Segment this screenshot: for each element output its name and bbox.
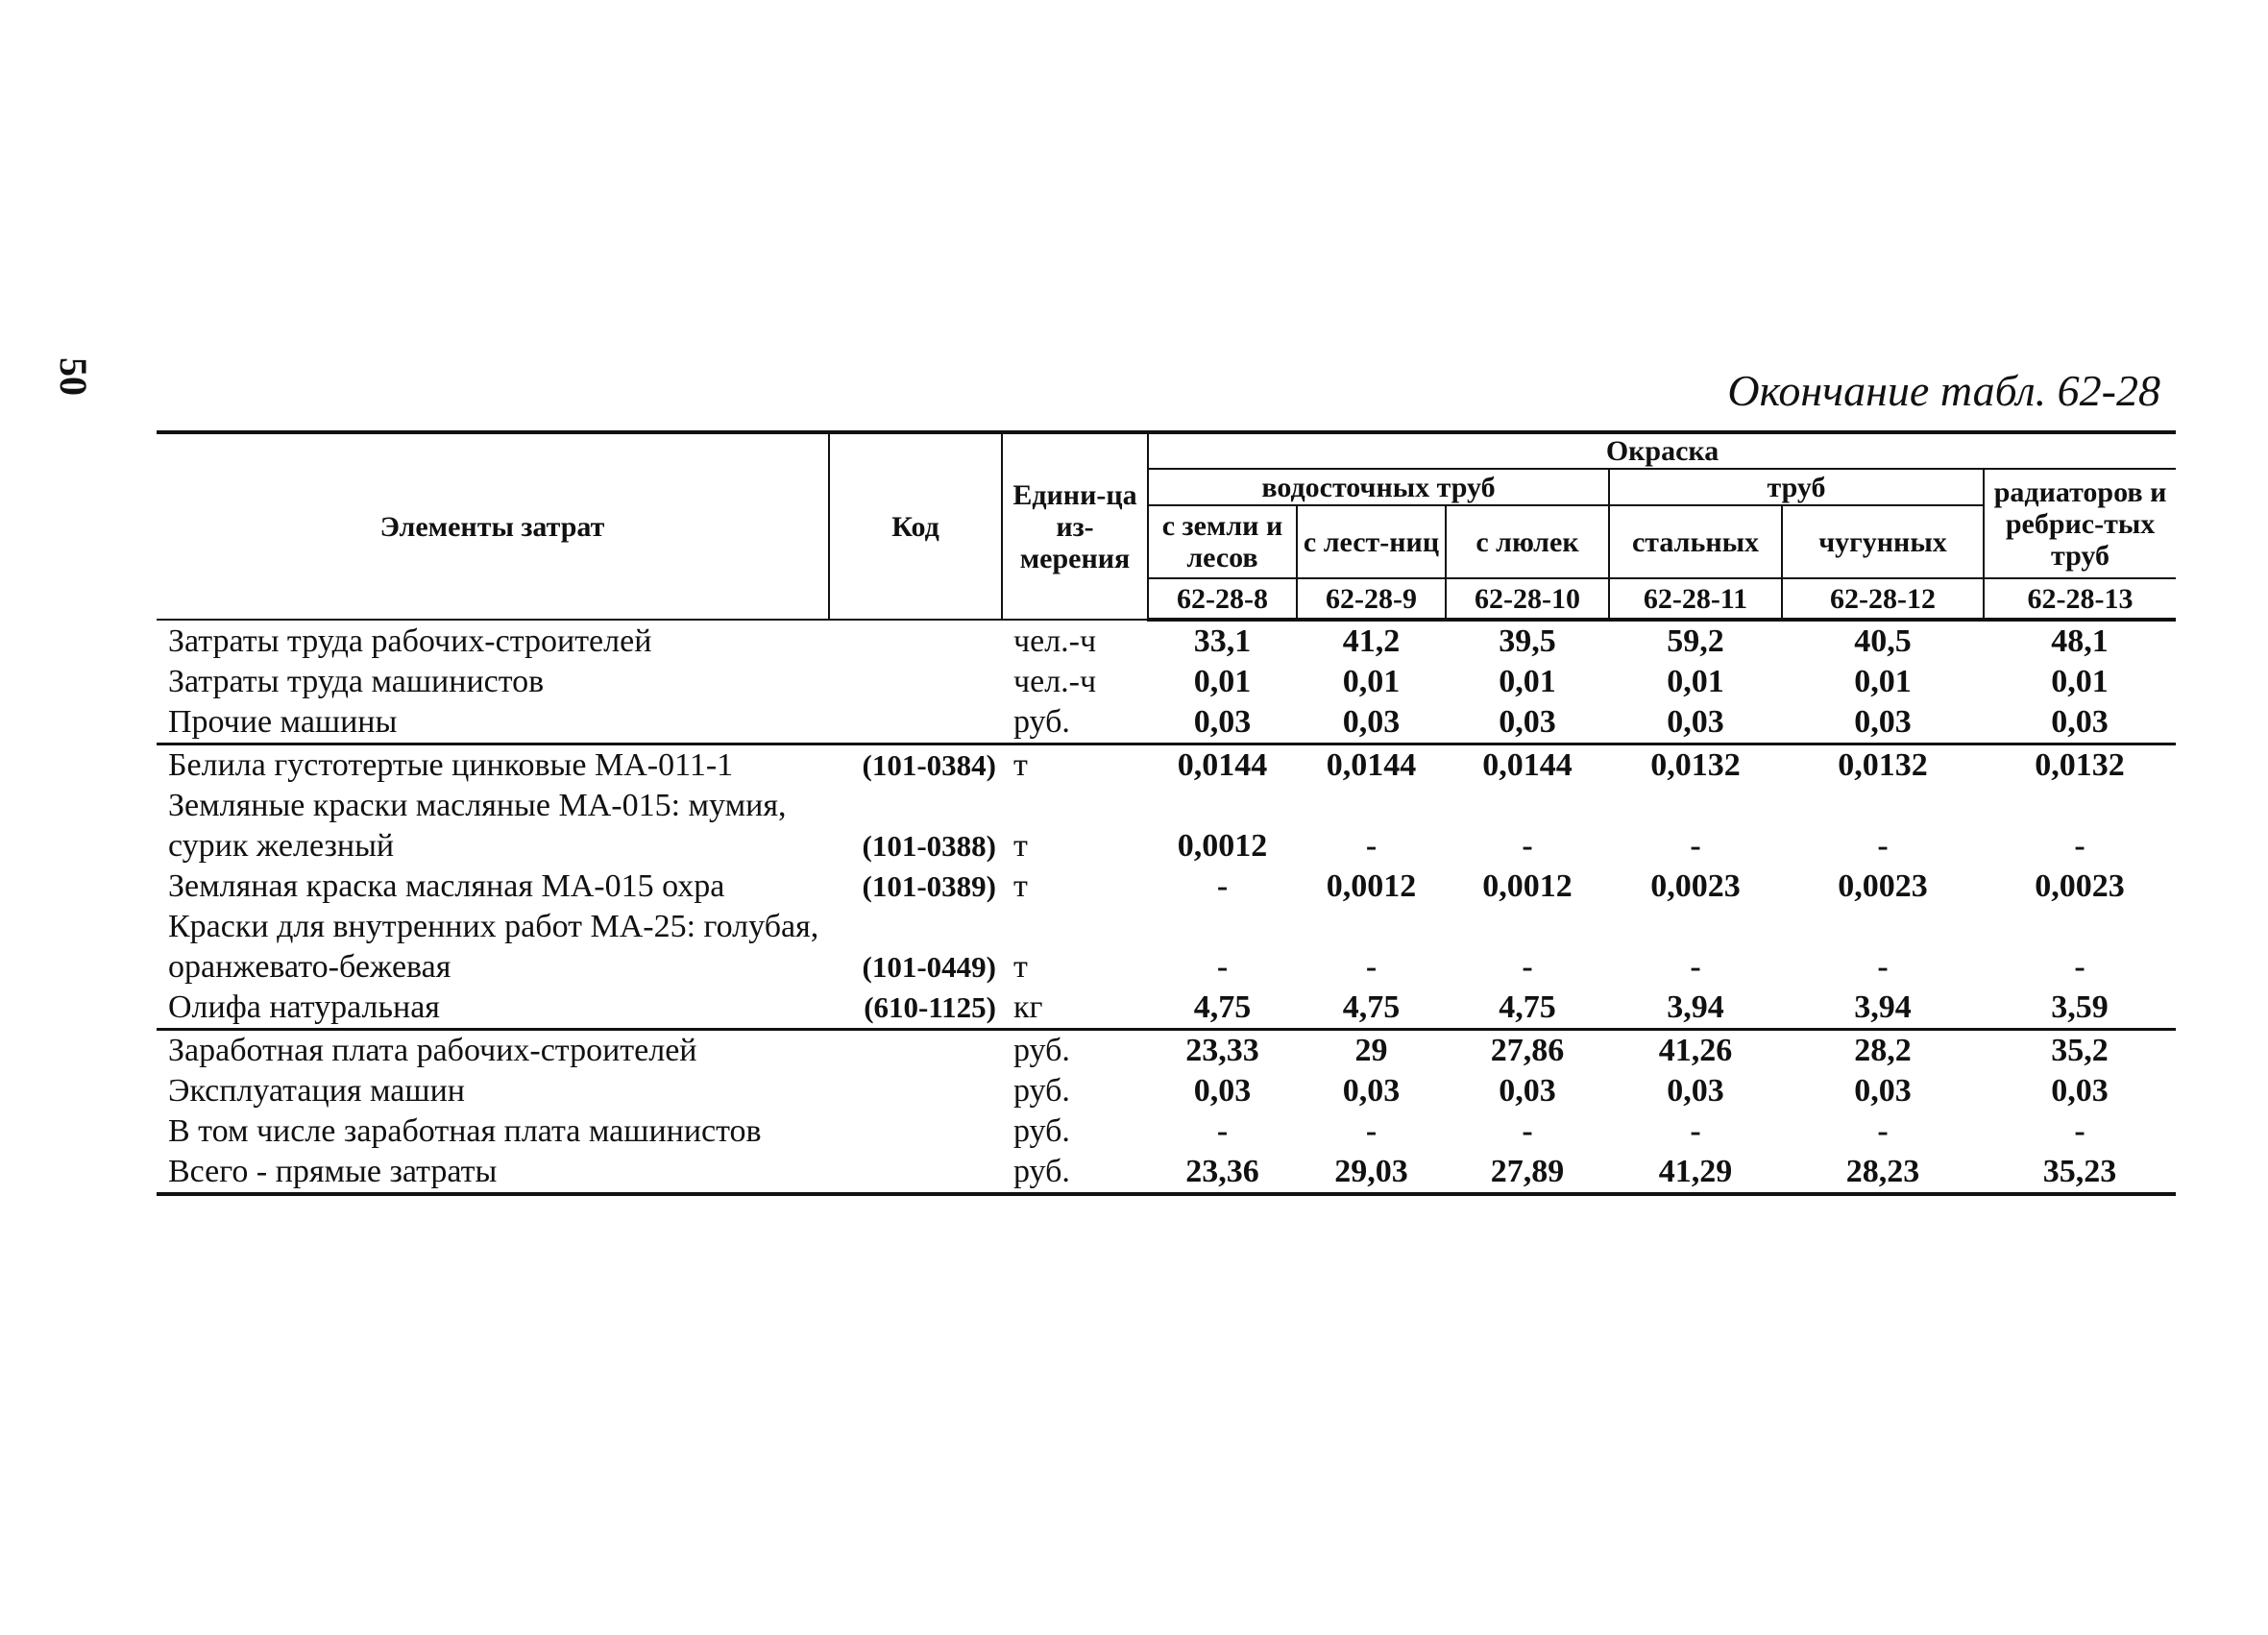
row-value: 0,03 [1342, 1073, 1401, 1109]
row-value: - [1216, 1113, 1229, 1149]
row-unit: т [1013, 747, 1028, 783]
row-value: - [1365, 1113, 1378, 1149]
row-value: 0,03 [1984, 702, 2176, 744]
header-col: с лест-ниц [1297, 505, 1446, 578]
table-row [157, 866, 2176, 907]
row-value: - [1522, 949, 1533, 985]
row-value: 0,0023 [1838, 868, 1928, 904]
row-value: 0,0132 [2035, 747, 2125, 783]
row-value: 41,26 [1658, 1033, 1733, 1068]
table-row [157, 988, 2176, 1030]
row-value: - [2074, 949, 2085, 985]
table-body [157, 620, 2176, 1194]
row-unit: чел.-ч [1013, 664, 1097, 699]
row-value: 41,2 [1342, 623, 1401, 659]
row-value: 4,75 [1148, 988, 1297, 1030]
row-name: Белила густотертые цинковые МА-011-1 [168, 747, 734, 783]
row-unit: т [1013, 868, 1028, 904]
header-col: чугунных [1782, 505, 1984, 578]
header-code-cell: 62-28-10 [1446, 578, 1609, 620]
row-unit: чел.-ч [1013, 622, 1097, 659]
row-unit: кг [1002, 988, 1148, 1030]
table-row [157, 1071, 2176, 1111]
row-value: 0,0144 [1177, 747, 1268, 783]
row-value: 0,03 [2051, 1073, 2109, 1109]
table-row [157, 702, 2176, 744]
header-unit: Едини-ца из-мерения [1002, 432, 1148, 620]
row-name: Земляная краска масляная МА-015 охра [168, 868, 725, 904]
row-code: (101-0389) [862, 869, 996, 903]
row-value: 3,94 [1782, 988, 1984, 1030]
row-unit: руб. [1013, 1113, 1070, 1149]
row-value: - [1690, 828, 1701, 864]
row-code [829, 702, 1002, 744]
row-value: 0,03 [1782, 702, 1984, 744]
header-code-cell: 62-28-13 [1984, 578, 2176, 620]
row-value: - [1365, 949, 1378, 985]
row-value: 28,23 [1782, 1152, 1984, 1194]
header-col: с люлек [1446, 505, 1609, 578]
table-header [157, 432, 2176, 620]
header-group: Окраска [1148, 432, 2176, 469]
table-caption: Окончание табл. 62-28 [1727, 366, 2160, 415]
row-value: 28,2 [1854, 1033, 1912, 1068]
row-value: 0,03 [1446, 702, 1609, 744]
row-unit: т [1013, 828, 1028, 864]
row-value: 0,01 [2051, 664, 2109, 699]
page-number: 50 [52, 357, 95, 396]
row-value: 41,29 [1609, 1152, 1782, 1194]
row-unit: руб. [1002, 1152, 1148, 1194]
header-sub-pipes: труб [1609, 469, 1984, 505]
row-value: 35,23 [1984, 1152, 2176, 1194]
row-value: 40,5 [1854, 623, 1912, 659]
row-value: 27,86 [1490, 1033, 1565, 1068]
row-name: Затраты труда рабочих-строителей [168, 622, 652, 659]
header-elements: Элементы затрат [157, 432, 829, 620]
row-code: (101-0449) [862, 950, 996, 984]
row-code: (101-0388) [862, 829, 996, 863]
row-code [829, 1111, 1002, 1152]
row-code [829, 1152, 1002, 1194]
row-code [829, 620, 1002, 662]
row-value: - [1877, 828, 1889, 864]
row-name: Олифа натуральная [157, 988, 829, 1030]
header-col: стальных [1609, 505, 1782, 578]
table-row [157, 1030, 2176, 1072]
row-value: - [1522, 828, 1533, 864]
row-unit: руб. [1013, 1033, 1070, 1068]
row-code [829, 662, 1002, 702]
row-name: Краски для внутренних работ МА-25: голубая, оранжевато-бежевая [168, 909, 819, 985]
row-name: В том числе заработная плата машинистов [168, 1113, 762, 1149]
row-value: - [1365, 828, 1378, 864]
row-value: - [1216, 868, 1229, 904]
row-unit: т [1013, 949, 1028, 985]
row-value: 23,36 [1148, 1152, 1297, 1194]
row-code [829, 1030, 1002, 1072]
row-value: 27,89 [1446, 1152, 1609, 1194]
row-value: 0,0012 [1177, 828, 1268, 864]
row-value: 35,2 [2051, 1033, 2109, 1068]
row-value: 23,33 [1185, 1033, 1259, 1068]
row-code [829, 1071, 1002, 1111]
table-row [157, 907, 2176, 988]
row-name: Прочие машины [157, 702, 829, 744]
row-value: 0,03 [1667, 1073, 1724, 1109]
row-value: - [1522, 1113, 1533, 1149]
row-code: (610-1125) [829, 988, 1002, 1030]
row-name: Эксплуатация машин [168, 1073, 465, 1109]
table-row [157, 1152, 2176, 1194]
cost-table [157, 430, 2176, 1196]
row-value: 0,03 [1193, 1073, 1252, 1109]
row-value: 0,03 [1609, 702, 1782, 744]
header-col: с земли и лесов [1148, 505, 1297, 578]
table-row [157, 1111, 2176, 1152]
header-code-cell: 62-28-8 [1148, 578, 1297, 620]
table-row [157, 662, 2176, 702]
row-value: 48,1 [2051, 623, 2109, 659]
row-value: 4,75 [1446, 988, 1609, 1030]
row-value: 0,0023 [1650, 868, 1741, 904]
row-value: - [1877, 949, 1889, 985]
row-value: 0,0144 [1326, 747, 1417, 783]
row-value: 29,03 [1297, 1152, 1446, 1194]
row-value: 0,01 [1342, 664, 1401, 699]
row-unit: руб. [1013, 1073, 1070, 1109]
row-name: Земляные краски масляные МА-015: мумия, сурик железный [168, 788, 787, 864]
row-value: 0,01 [1499, 664, 1556, 699]
header-code: Код [829, 432, 1002, 620]
row-value: 0,0132 [1650, 747, 1741, 783]
table-row [157, 744, 2176, 787]
row-value: - [1877, 1113, 1889, 1149]
row-value: - [1690, 1113, 1701, 1149]
row-value: - [2074, 828, 2085, 864]
table-row [157, 620, 2176, 662]
row-value: 39,5 [1499, 623, 1556, 659]
row-value: 0,01 [1193, 664, 1252, 699]
row-value: 0,0144 [1482, 747, 1573, 783]
row-value: - [1216, 949, 1229, 985]
header-code-cell: 62-28-12 [1782, 578, 1984, 620]
row-value: 0,0012 [1326, 868, 1417, 904]
header-sub-radiators: радиаторов и ребрис-тых труб [1984, 469, 2176, 578]
row-value: - [1690, 949, 1701, 985]
row-unit: руб. [1002, 702, 1148, 744]
header-code-cell: 62-28-11 [1609, 578, 1782, 620]
table-row [157, 786, 2176, 866]
row-value: 0,03 [1854, 1073, 1912, 1109]
row-value: 0,0012 [1482, 868, 1573, 904]
row-value: 29 [1354, 1033, 1388, 1068]
header-sub-drain: водосточных труб [1148, 469, 1609, 505]
header-code-cell: 62-28-9 [1297, 578, 1446, 620]
row-value: 0,03 [1297, 702, 1446, 744]
row-value: 4,75 [1297, 988, 1446, 1030]
row-value: 33,1 [1193, 623, 1252, 659]
row-name: Затраты труда машинистов [168, 664, 545, 699]
row-value: 0,0132 [1838, 747, 1928, 783]
row-value: 3,94 [1609, 988, 1782, 1030]
row-value: 0,03 [1148, 702, 1297, 744]
row-value: - [2074, 1113, 2085, 1149]
row-code: (101-0384) [862, 748, 996, 782]
row-value: 3,59 [1984, 988, 2176, 1030]
row-value: 0,01 [1854, 664, 1912, 699]
row-value: 59,2 [1667, 623, 1724, 659]
row-name: Заработная плата рабочих-строителей [168, 1033, 697, 1068]
row-value: 0,03 [1499, 1073, 1556, 1109]
row-value: 0,0023 [2035, 868, 2125, 904]
row-name: Всего - прямые затраты [157, 1152, 829, 1194]
row-value: 0,01 [1667, 664, 1724, 699]
